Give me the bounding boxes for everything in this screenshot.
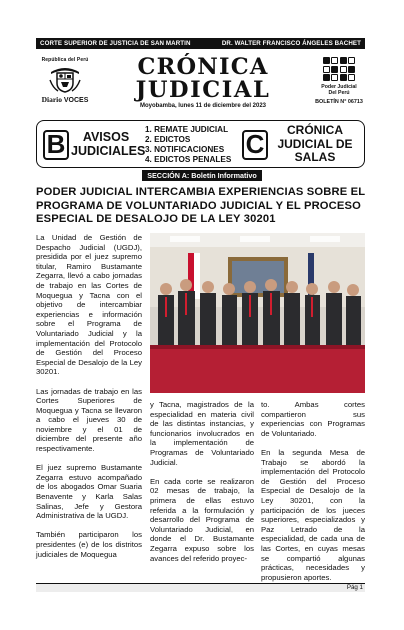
paragraph: En cada corte se realizaron 02 mesas de trabajo, la primera de ellas estuvo referida a la formulación y desarrollo del Programa de Voluntariado Judicial, en donde el Dr. Bustamante Zegarra expuso sobre los avances del referido proyec- <box>150 476 254 563</box>
top-banner <box>36 38 365 49</box>
pj-line-2: Del Perú <box>328 90 350 96</box>
coat-of-arms-icon <box>48 64 82 94</box>
avisos-item: 3. NOTIFICACIONES <box>145 145 225 154</box>
article-headline: PODER JUDICIAL INTERCAMBIA EXPERIENCIAS SOBRE EL PROGRAMA DE VOLUNTARIADO JUDICIAL Y EL PROCESO ESPECIAL DE DESALOJO DE LA LEY 30201 <box>36 186 365 225</box>
avisos-list <box>145 125 231 165</box>
page-footer <box>36 583 365 592</box>
pj-line-1: Poder Judicial <box>321 84 357 90</box>
paper-name: Diario VOCES <box>41 95 89 104</box>
court-name: CORTE SUPERIOR DE JUSTICIA DE SAN MARTIN <box>40 40 191 47</box>
paragraph: En la segunda Mesa de Trabajo se abordó la implementación del Protocolo de Gestión del Proceso Especial de Desalojo de la Ley 30201, con la participación de los jueces superiores, especializados y Paz Letrado de la especialidad, de cada una de las Cortes, en cuyas mesas se compartió algunas prácticas, necesidades y propusieron aportes. <box>261 447 365 582</box>
avisos-item: 4. EDICTOS PENALES <box>145 155 232 164</box>
avisos-judiciales-box <box>36 120 365 168</box>
pj-emblem-icon <box>313 57 365 81</box>
paragraph: to. Ambas cortes compartieron sus experiencias con Programas de Voluntariado. <box>261 400 365 438</box>
diario-voces-logo <box>36 57 94 115</box>
paragraph: El juez supremo Bustamante Zegarra estuvo acompañado de los abogados Omar Suaria Benavente y Karla Salas Salinas, Jefe y Gestora Administrativa de la UGDJ. <box>36 463 142 521</box>
cronica-salas-label: CRÓNICA JUDICIAL DE SALAS <box>277 123 353 164</box>
republic-arc-text: República del Perú <box>41 57 89 63</box>
article-column-1 <box>36 233 142 569</box>
paragraph: y Tacna, magistrados de la especialidad en materia civil de las distintas instancias, y funcionarios involucrados en la implementación de Programas de Voluntariado Judicial. <box>150 400 254 467</box>
article-column-3 <box>261 400 365 592</box>
section-tab: SECCIÓN A: Boletín Informativo <box>142 170 262 181</box>
masthead <box>36 51 365 117</box>
title-line-1: CRÓNICA <box>137 54 269 80</box>
avisos-item: 1. REMATE JUDICIAL <box>145 125 229 134</box>
boletin-number: BOLETÍN N° 06713 <box>315 99 363 105</box>
article-photo <box>150 233 365 393</box>
avisos-item: 2. EDICTOS <box>145 135 191 144</box>
article-column-2 <box>150 400 254 573</box>
president-name: DR. WALTER FRANCISCO ÁNGELES BACHET <box>221 40 361 47</box>
paragraph: Las jornadas de trabajo en las Cortes Superiores de Moquegua y Tacna se llevaron a cabo el jueves 30 de noviembre y el 01 de diciembre del presente año respectivamente. <box>36 386 142 454</box>
paragraph: También participaron los presidentes (e) de los distritos judiciales de Moquegua <box>36 530 142 559</box>
page-number: Pág 1 <box>346 584 363 591</box>
dateline: Moyobamba, lunes 11 de diciembre del 2023 <box>139 103 267 109</box>
avisos-label: AVISOS JUDICIALES <box>71 130 146 158</box>
paragraph: La Unidad de Gestión de Despacho Judicial (UGDJ), presidida por el juez supremo titular, Ramiro Bustamante Zegarra, llevó a cabo jornadas de trabajo en las Cortes de Moquegua y Tacna con el objetivo de intercambiar experiencias e información sobre el Programa de Voluntariado Judicial y la implementación del Protocolo de Gestión del Proceso Especial de Desalojo de la Ley 30201. <box>36 233 142 377</box>
letter-c-badge: C <box>242 130 268 160</box>
meeting-photo-image <box>150 233 365 393</box>
newspaper-title <box>128 55 278 109</box>
title-line-2: JUDICIAL <box>135 77 271 103</box>
poder-judicial-logo <box>313 57 365 105</box>
letter-b-badge: B <box>43 130 69 160</box>
